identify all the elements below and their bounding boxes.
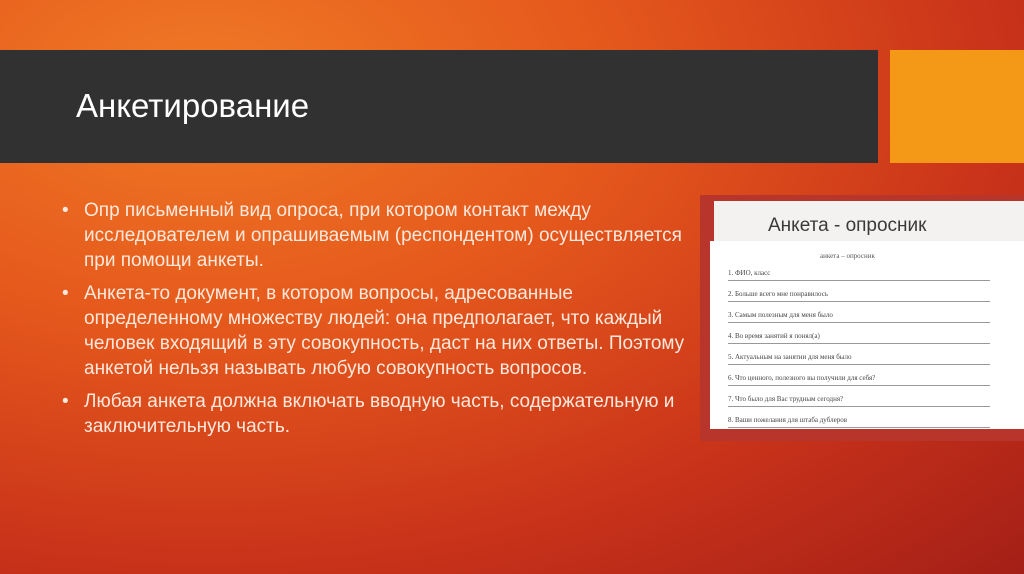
questionnaire-image [700, 195, 1024, 441]
bullet-text: Опр письменный вид опроса, при котором контакт между исследователем и опрашиваемым (респондентом) осуществляется при помощи анкеты. [84, 200, 682, 271]
bullet-text: Любая анкета должна включать вводную часть, содержательную и заключительную часть. [84, 391, 675, 437]
question-line: 6. Что ценного, полезного вы получили для себя? [728, 374, 990, 386]
questionnaire-card [710, 241, 1024, 429]
slide-title: Анкетирование [76, 87, 310, 124]
question-line: 1. ФИО, класс [728, 269, 990, 281]
accent-block [890, 50, 1024, 163]
questionnaire-subheading: анкета – опросник [820, 252, 875, 260]
bullet-list [62, 198, 702, 447]
image-heading: Анкета - опросник [768, 215, 927, 236]
bullet-symbol: • [62, 200, 69, 221]
question-line: 3. Самым полезным для меня было [728, 311, 990, 323]
bullet-item [62, 198, 702, 273]
question-line: 7. Что было для Вас трудным сегодня? [728, 395, 990, 407]
question-line: 5. Актуальным на занятии для меня было [728, 353, 990, 365]
bullet-item [62, 281, 702, 381]
bullet-item [62, 389, 702, 439]
bullet-symbol: • [62, 283, 69, 304]
bullet-text: Анкета-то документ, в котором вопросы, адресованные определенному множеству людей: она предполагает, что каждый человек входящий в эту совокупность, даст на них ответы. Поэтому анкетой нельзя называть любую совокупность вопросов. [84, 283, 685, 379]
bullet-symbol: • [62, 391, 69, 412]
question-line: 2. Больше всего мне понравилось [728, 290, 990, 302]
question-line: 8. Ваши пожелания для штаба дублеров [728, 416, 990, 428]
question-line: 4. Во время занятий я понял(а) [728, 332, 990, 344]
